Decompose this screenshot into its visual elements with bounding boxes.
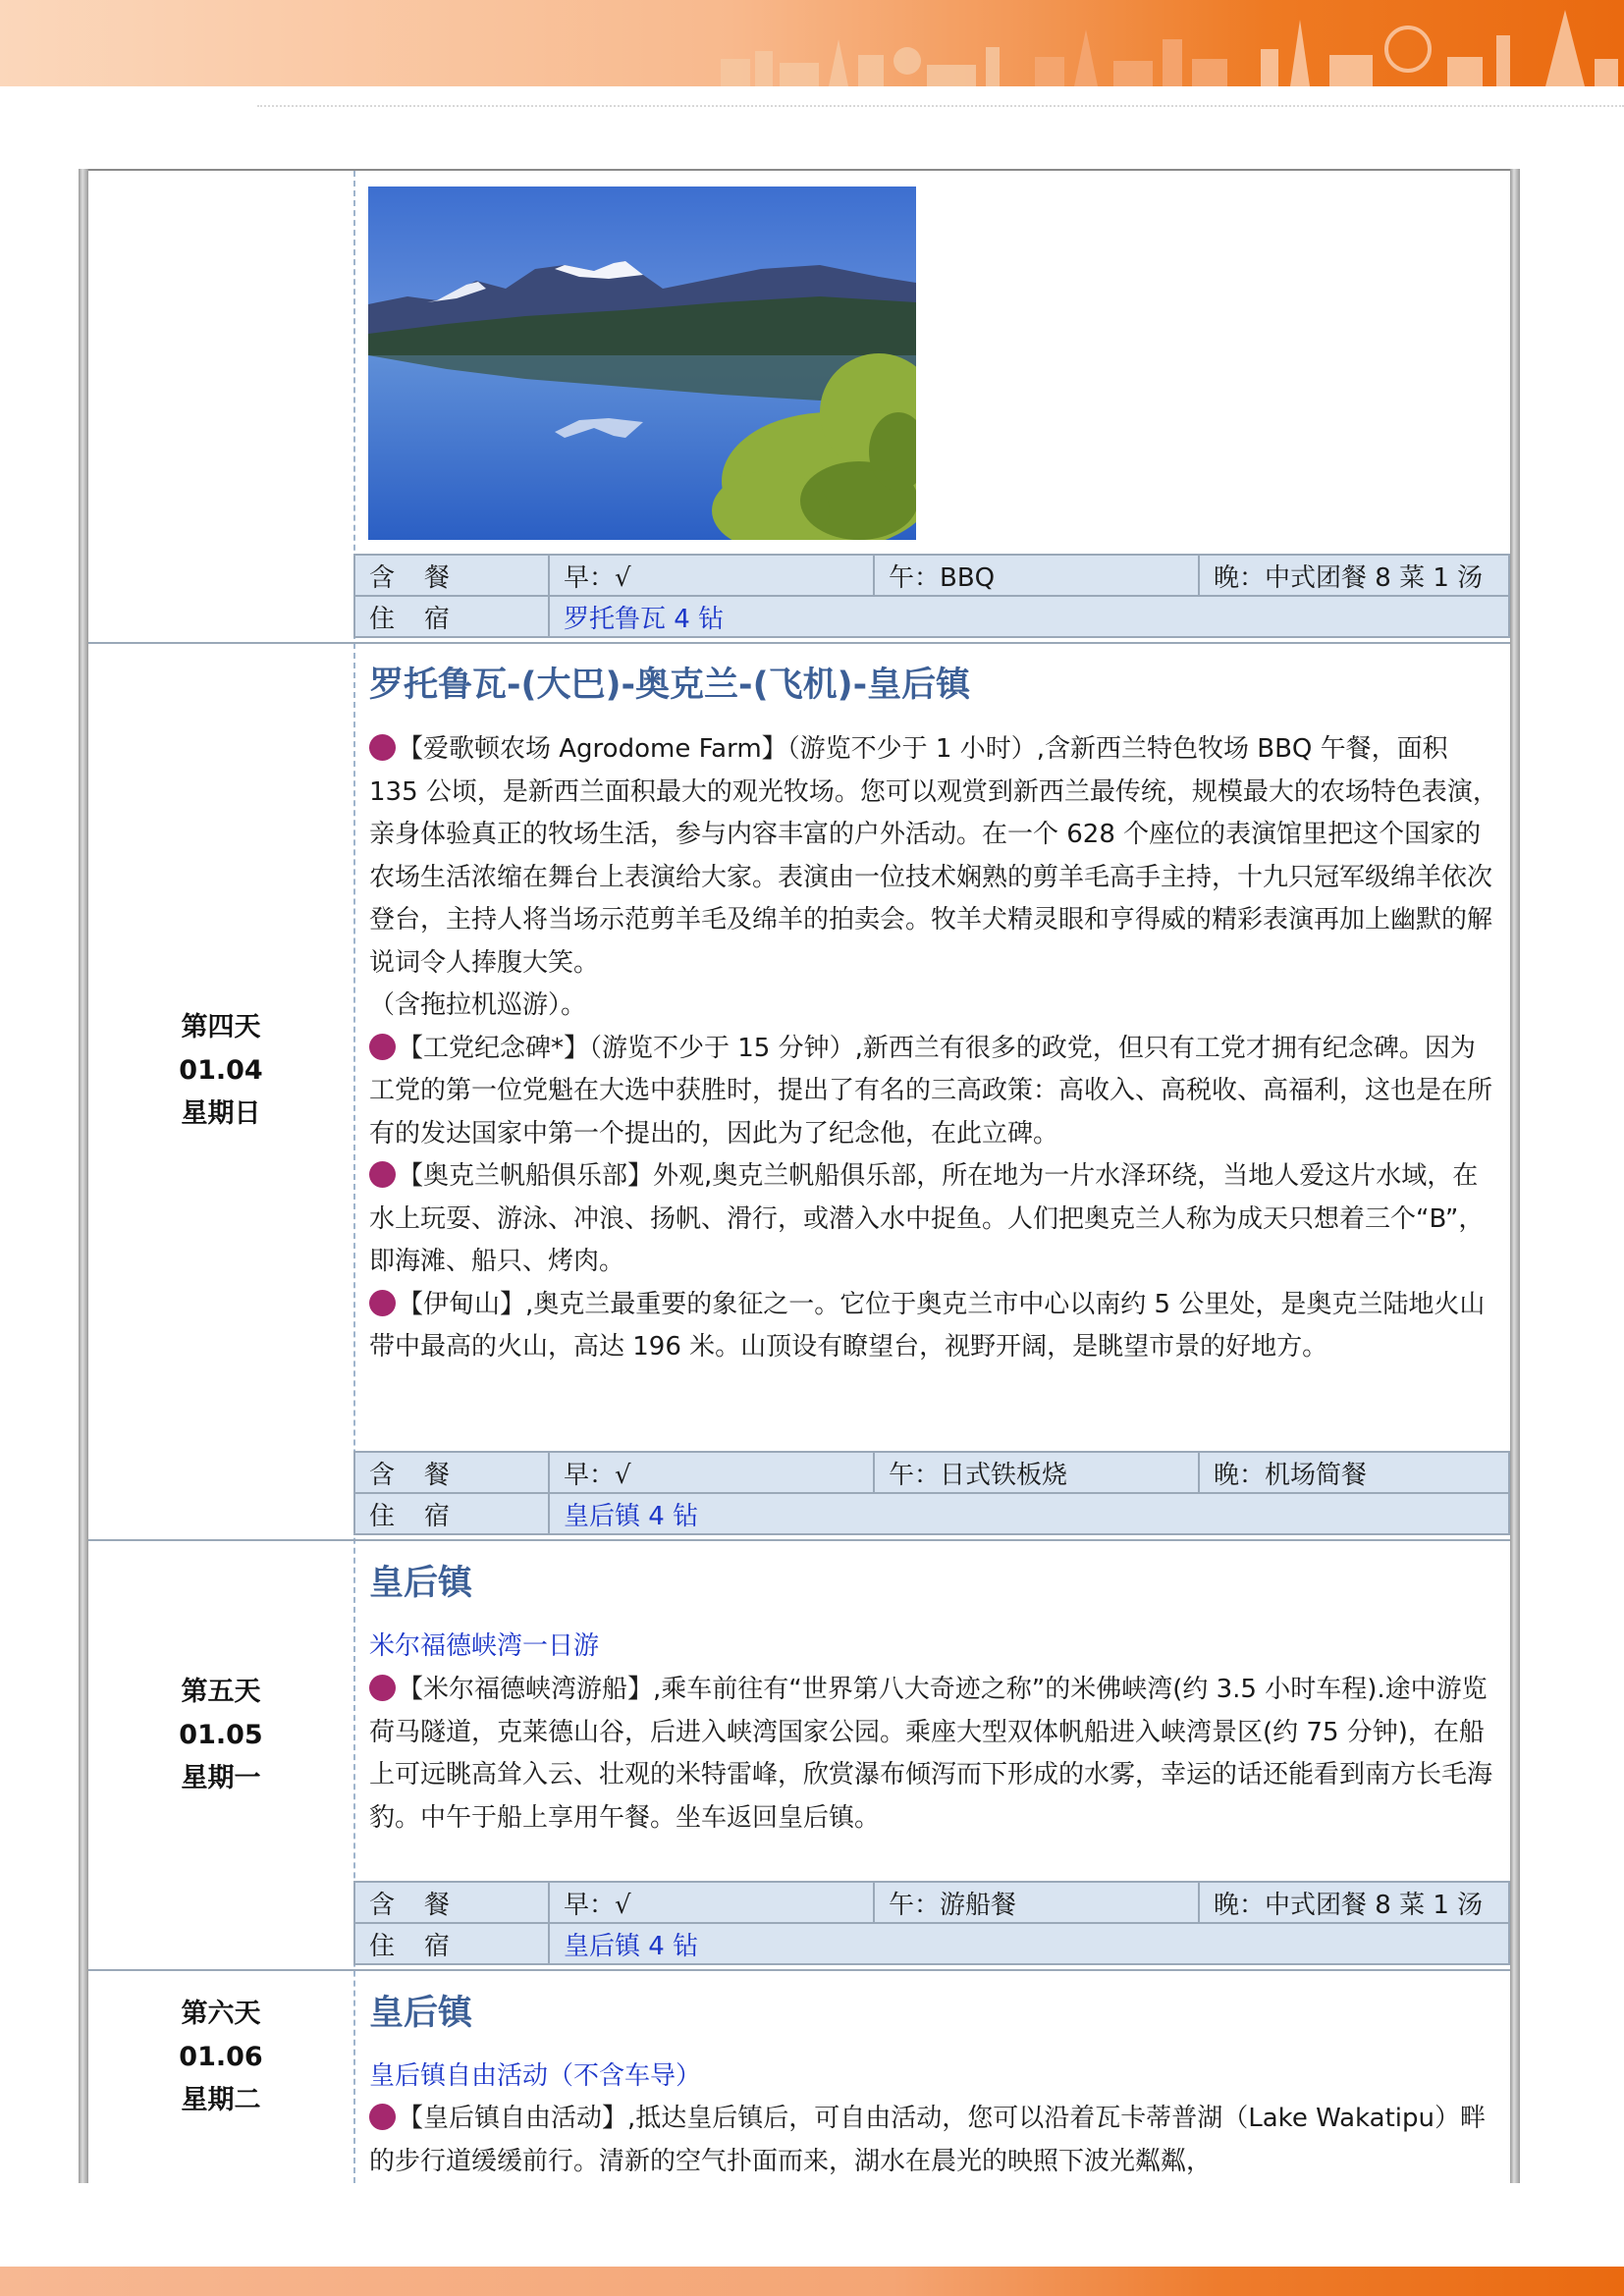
day-title: 皇后镇 xyxy=(369,1564,473,1603)
hotel-name: 皇后镇 4 钻 xyxy=(549,1923,1509,1964)
day-content xyxy=(369,1669,1500,1840)
item-text: 【皇后镇自由活动】,抵达皇后镇后，可自由活动，您可以沿着瓦卡蒂普湖（Lake Wakatipu）畔的步行道缓缓前行。清新的空气扑面而来，湖水在晨光的映照下波光粼粼， xyxy=(369,2104,1486,2176)
row-divider xyxy=(88,1969,1510,1971)
footer-banner xyxy=(0,2267,1624,2296)
day-weekday: 星期日 xyxy=(181,1098,261,1129)
day-weekday: 星期二 xyxy=(181,2085,261,2115)
meal-label: 含 餐 xyxy=(354,1882,549,1923)
frame-right-border xyxy=(1510,169,1520,2183)
itinerary-item xyxy=(369,1155,1500,1284)
bullet-dot-icon xyxy=(369,734,396,761)
bullet-dot-icon xyxy=(369,1161,396,1188)
item-text: 【伊甸山】,奥克兰最重要的象征之一。它位于奥克兰市中心以南约 5 公里处，是奥克兰陆地火山带中最高的火山，高达 196 米。山顶设有瞭望台，视野开阔，是眺望市景的好地方。 xyxy=(369,1289,1486,1362)
meal-row xyxy=(354,1882,1509,1923)
hotel-name: 皇后镇 4 钻 xyxy=(549,1493,1509,1534)
city-skyline-decoration xyxy=(681,0,1624,86)
bullet-dot-icon xyxy=(369,1290,396,1316)
hotel-label: 住 宿 xyxy=(354,1923,549,1964)
day-date: 01.05 xyxy=(179,1720,263,1750)
meal-label: 含 餐 xyxy=(354,1452,549,1493)
header-banner xyxy=(0,0,1624,86)
day-number: 第四天 xyxy=(181,1012,261,1042)
lunch-cell: 午：游船餐 xyxy=(874,1882,1199,1923)
lunch-cell: 午：BBQ xyxy=(874,555,1199,596)
bullet-dot-icon xyxy=(369,1034,396,1060)
day-content xyxy=(369,728,1500,1369)
day-label-4 xyxy=(88,1006,353,1136)
itinerary-item xyxy=(369,1669,1500,1840)
day-subtitle: 皇后镇自由活动（不含车导） xyxy=(369,2061,702,2091)
dinner-cell: 晚：机场简餐 xyxy=(1199,1452,1509,1493)
bullet-dot-icon xyxy=(369,1675,396,1701)
row-divider xyxy=(88,1539,1510,1541)
meal-hotel-table xyxy=(353,1881,1510,1965)
meal-hotel-table xyxy=(353,1451,1510,1535)
breakfast-cell: 早：√ xyxy=(549,555,874,596)
item-text: 【工党纪念碑*】（游览不少于 15 分钟）,新西兰有很多的政党，但只有工党才拥有纪念碑。因为工党的第一位党魁在大选中获胜时，提出了有名的三高政策：高收入、高税收、高福利，这也是在所有的发达国家中第一个提出的，因此为了纪念他，在此立碑。 xyxy=(369,1033,1493,1148)
day-date: 01.06 xyxy=(179,2042,263,2072)
day-content xyxy=(369,2098,1500,2183)
dinner-cell: 晚：中式团餐 8 菜 1 汤 xyxy=(1199,555,1509,596)
meal-row xyxy=(354,555,1509,596)
hotel-label: 住 宿 xyxy=(354,596,549,637)
hotel-row xyxy=(354,1923,1509,1964)
day-number: 第五天 xyxy=(181,1677,261,1707)
itinerary-note: （含拖拉机巡游）。 xyxy=(369,990,587,1020)
day-number: 第六天 xyxy=(181,1999,261,2029)
itinerary-item xyxy=(369,1284,1500,1369)
item-text: 【奥克兰帆船俱乐部】外观,奥克兰帆船俱乐部，所在地为一片水泽环绕，当地人爱这片水域，在水上玩耍、游泳、冲浪、扬帆、滑行，或潜入水中捉鱼。人们把奥克兰人称为成天只想着三个“B”，即海滩、船只、烤肉。 xyxy=(369,1161,1485,1276)
item-text: 【爱歌顿农场 Agrodome Farm】（游览不少于 1 小时）,含新西兰特色牧场 BBQ 午餐，面积 135 公顷，是新西兰面积最大的观光牧场。您可以观赏到新西兰最传统，规模最大的农场特色表演，亲身体验真正的牧场生活，参与内容丰富的户外活动。在一个 628 个座位的表演馆里把这个国家的农场生活浓缩在舞台上表演给大家。表演由一位技术娴熟的剪羊毛高手主持，十九只冠军级绵羊依次登台，主持人将当场示范剪羊毛及绵羊的拍卖会。牧羊犬精灵眼和亨得威的精彩表演再加上幽默的解说词令人捧腹大笑。 xyxy=(369,734,1498,978)
day-label-5 xyxy=(88,1671,353,1800)
itinerary-item xyxy=(369,1028,1500,1156)
row-divider xyxy=(88,642,1510,644)
frame-top-border xyxy=(79,169,1520,171)
meal-hotel-table xyxy=(353,554,1510,638)
day-title: 皇后镇 xyxy=(369,1994,473,2033)
hotel-row xyxy=(354,1493,1509,1534)
itinerary-item xyxy=(369,728,1500,985)
header-dotted-rule xyxy=(257,105,1624,107)
day-subtitle: 米尔福德峡湾一日游 xyxy=(369,1631,600,1661)
day-weekday: 星期一 xyxy=(181,1763,261,1793)
frame-left-border xyxy=(79,169,88,2183)
hotel-row xyxy=(354,596,1509,637)
day-title: 罗托鲁瓦-(大巴)-奥克兰-(飞机)-皇后镇 xyxy=(369,666,971,705)
day-date: 01.04 xyxy=(179,1055,263,1086)
hotel-name: 罗托鲁瓦 4 钻 xyxy=(549,596,1509,637)
dinner-cell: 晚：中式团餐 8 菜 1 汤 xyxy=(1199,1882,1509,1923)
itinerary-item xyxy=(369,2098,1500,2183)
day-label-6 xyxy=(88,1993,353,2122)
breakfast-cell: 早：√ xyxy=(549,1452,874,1493)
item-text: 【米尔福德峡湾游船】,乘车前往有“世界第八大奇迹之称”的米佛峡湾(约 3.5 小时车程).途中游览荷马隧道，克莱德山谷，后进入峡湾国家公园。乘座大型双体帆船进入峡湾景区(约 75 分钟)，在船上可远眺高耸入云、壮观的米特雷峰，欣赏瀑布倾泻而下形成的水雾，幸运的话还能看到南方长毛海豹。中午于船上享用午餐。坐车返回皇后镇。 xyxy=(369,1675,1493,1833)
breakfast-cell: 早：√ xyxy=(549,1882,874,1923)
meal-row xyxy=(354,1452,1509,1493)
lunch-cell: 午：日式铁板烧 xyxy=(874,1452,1199,1493)
lake-mountain-photo xyxy=(368,187,916,540)
meal-label: 含 餐 xyxy=(354,555,549,596)
hotel-label: 住 宿 xyxy=(354,1493,549,1534)
bullet-dot-icon xyxy=(369,2104,396,2130)
